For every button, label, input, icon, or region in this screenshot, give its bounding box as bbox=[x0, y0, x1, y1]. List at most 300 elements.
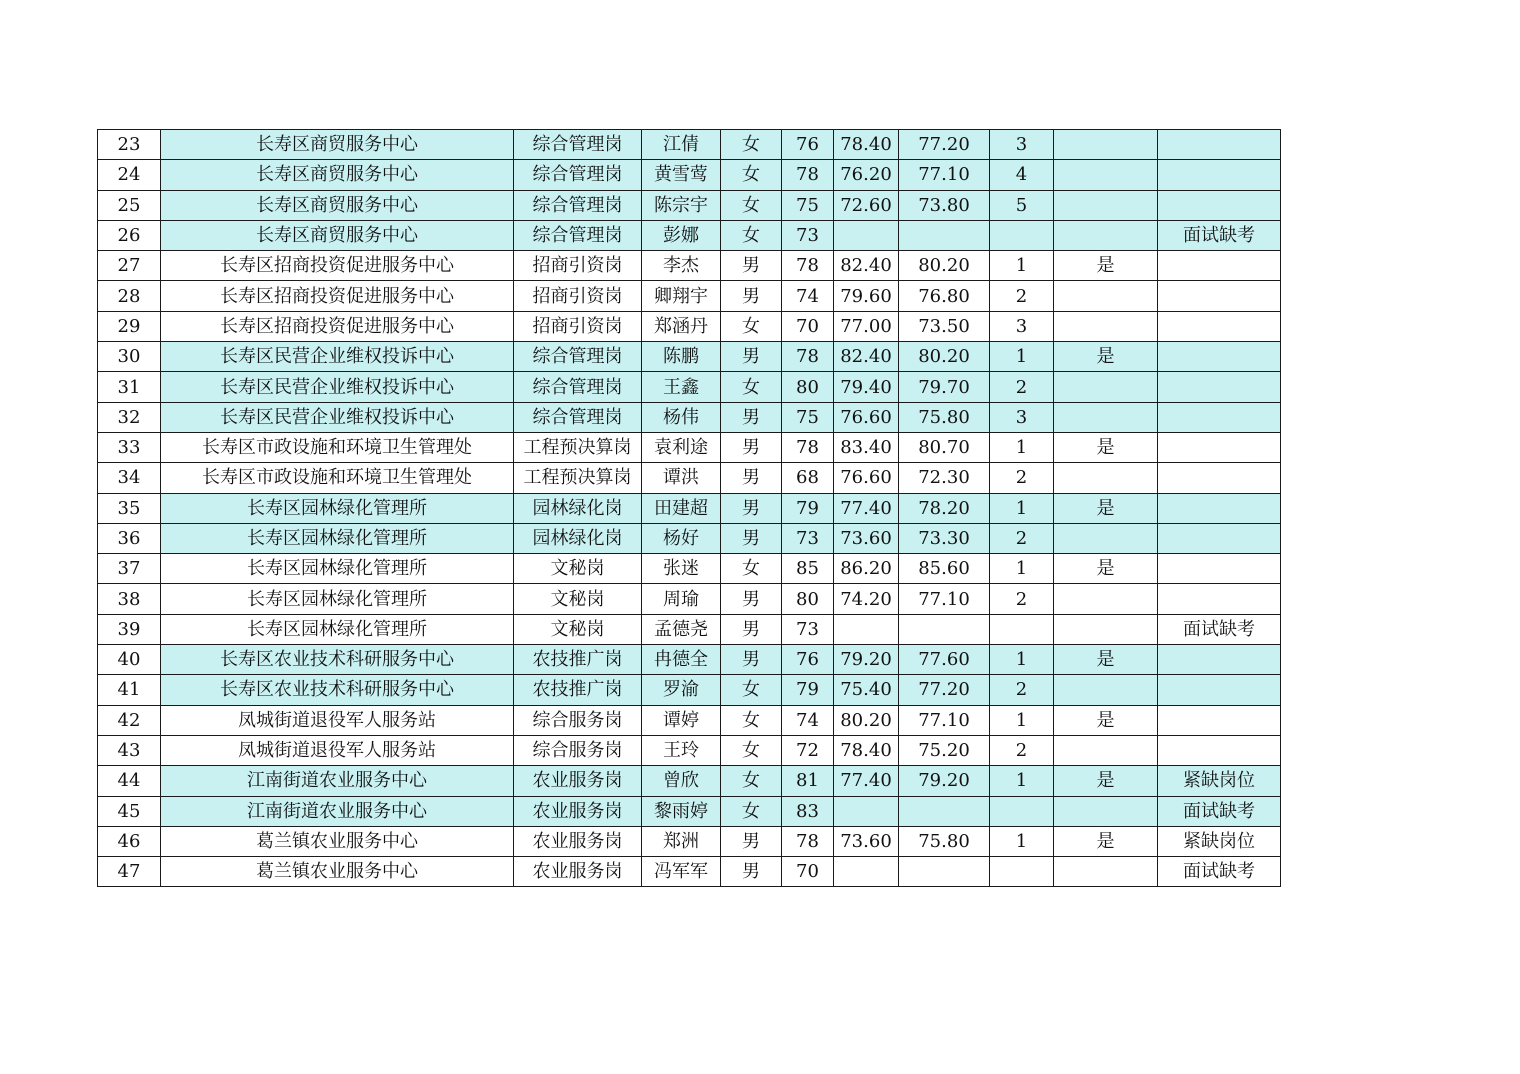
hired-flag bbox=[1054, 190, 1158, 220]
gender: 女 bbox=[721, 160, 782, 190]
gender: 男 bbox=[721, 857, 782, 887]
unit-name: 长寿区商贸服务中心 bbox=[161, 190, 514, 220]
hired-flag bbox=[1054, 735, 1158, 765]
gender: 女 bbox=[721, 705, 782, 735]
gender: 男 bbox=[721, 281, 782, 311]
hired-flag: 是 bbox=[1054, 432, 1158, 462]
hired-flag bbox=[1054, 523, 1158, 553]
post-name: 综合管理岗 bbox=[514, 220, 642, 250]
total-score: 79.70 bbox=[899, 372, 990, 402]
unit-name: 长寿区招商投资促进服务中心 bbox=[161, 251, 514, 281]
written-score: 70 bbox=[782, 311, 834, 341]
interview-score: 79.20 bbox=[834, 645, 899, 675]
interview-score: 82.40 bbox=[834, 342, 899, 372]
total-score: 80.20 bbox=[899, 251, 990, 281]
rank bbox=[990, 220, 1054, 250]
hired-flag bbox=[1054, 220, 1158, 250]
total-score bbox=[899, 220, 990, 250]
candidate-name: 黎雨婷 bbox=[642, 796, 721, 826]
remark: 面试缺考 bbox=[1158, 857, 1281, 887]
table-row bbox=[98, 251, 1281, 281]
total-score: 77.60 bbox=[899, 645, 990, 675]
written-score: 74 bbox=[782, 705, 834, 735]
total-score: 79.20 bbox=[899, 766, 990, 796]
written-score: 79 bbox=[782, 493, 834, 523]
written-score: 78 bbox=[782, 432, 834, 462]
remark bbox=[1158, 463, 1281, 493]
hired-flag bbox=[1054, 402, 1158, 432]
hired-flag: 是 bbox=[1054, 826, 1158, 856]
post-name: 综合服务岗 bbox=[514, 735, 642, 765]
row-number: 31 bbox=[98, 372, 161, 402]
candidate-name: 陈鹏 bbox=[642, 342, 721, 372]
written-score: 85 bbox=[782, 554, 834, 584]
unit-name: 长寿区商贸服务中心 bbox=[161, 130, 514, 160]
table-row bbox=[98, 766, 1281, 796]
written-score: 78 bbox=[782, 160, 834, 190]
row-number: 35 bbox=[98, 493, 161, 523]
remark bbox=[1158, 342, 1281, 372]
rank: 2 bbox=[990, 523, 1054, 553]
table-row bbox=[98, 584, 1281, 614]
written-score: 80 bbox=[782, 372, 834, 402]
table-row bbox=[98, 160, 1281, 190]
written-score: 78 bbox=[782, 342, 834, 372]
gender: 女 bbox=[721, 796, 782, 826]
post-name: 综合服务岗 bbox=[514, 705, 642, 735]
post-name: 文秘岗 bbox=[514, 554, 642, 584]
hired-flag: 是 bbox=[1054, 342, 1158, 372]
table-row bbox=[98, 796, 1281, 826]
remark: 面试缺考 bbox=[1158, 220, 1281, 250]
interview-score bbox=[834, 220, 899, 250]
interview-score: 78.40 bbox=[834, 735, 899, 765]
written-score: 78 bbox=[782, 826, 834, 856]
rank: 1 bbox=[990, 554, 1054, 584]
candidate-name: 郑涵丹 bbox=[642, 311, 721, 341]
interview-score bbox=[834, 857, 899, 887]
total-score: 76.80 bbox=[899, 281, 990, 311]
rank: 5 bbox=[990, 190, 1054, 220]
gender: 女 bbox=[721, 220, 782, 250]
unit-name: 葛兰镇农业服务中心 bbox=[161, 826, 514, 856]
post-name: 工程预决算岗 bbox=[514, 432, 642, 462]
remark bbox=[1158, 735, 1281, 765]
written-score: 68 bbox=[782, 463, 834, 493]
row-number: 25 bbox=[98, 190, 161, 220]
post-name: 招商引资岗 bbox=[514, 251, 642, 281]
interview-score: 86.20 bbox=[834, 554, 899, 584]
table-row bbox=[98, 402, 1281, 432]
gender: 女 bbox=[721, 372, 782, 402]
table-row bbox=[98, 857, 1281, 887]
interview-score: 73.60 bbox=[834, 826, 899, 856]
row-number: 40 bbox=[98, 645, 161, 675]
post-name: 综合管理岗 bbox=[514, 190, 642, 220]
table-row bbox=[98, 342, 1281, 372]
rank: 2 bbox=[990, 281, 1054, 311]
unit-name: 长寿区园林绿化管理所 bbox=[161, 554, 514, 584]
unit-name: 长寿区市政设施和环境卫生管理处 bbox=[161, 432, 514, 462]
interview-score: 76.60 bbox=[834, 402, 899, 432]
total-score bbox=[899, 857, 990, 887]
post-name: 文秘岗 bbox=[514, 584, 642, 614]
rank bbox=[990, 614, 1054, 644]
candidate-name: 江倩 bbox=[642, 130, 721, 160]
gender: 女 bbox=[721, 735, 782, 765]
remark bbox=[1158, 311, 1281, 341]
gender: 女 bbox=[721, 766, 782, 796]
post-name: 综合管理岗 bbox=[514, 402, 642, 432]
rank: 1 bbox=[990, 432, 1054, 462]
gender: 男 bbox=[721, 584, 782, 614]
written-score: 72 bbox=[782, 735, 834, 765]
table-body bbox=[98, 130, 1281, 887]
remark: 面试缺考 bbox=[1158, 796, 1281, 826]
post-name: 综合管理岗 bbox=[514, 372, 642, 402]
total-score bbox=[899, 614, 990, 644]
rank: 3 bbox=[990, 402, 1054, 432]
post-name: 招商引资岗 bbox=[514, 281, 642, 311]
row-number: 41 bbox=[98, 675, 161, 705]
row-number: 36 bbox=[98, 523, 161, 553]
total-score bbox=[899, 796, 990, 826]
hired-flag bbox=[1054, 281, 1158, 311]
interview-score: 79.60 bbox=[834, 281, 899, 311]
rank: 2 bbox=[990, 735, 1054, 765]
interview-score: 72.60 bbox=[834, 190, 899, 220]
remark bbox=[1158, 645, 1281, 675]
remark: 紧缺岗位 bbox=[1158, 826, 1281, 856]
candidate-name: 冉德全 bbox=[642, 645, 721, 675]
hired-flag bbox=[1054, 372, 1158, 402]
hired-flag bbox=[1054, 311, 1158, 341]
candidate-name: 郑洲 bbox=[642, 826, 721, 856]
gender: 男 bbox=[721, 645, 782, 675]
candidate-name: 陈宗宇 bbox=[642, 190, 721, 220]
table-row bbox=[98, 705, 1281, 735]
remark bbox=[1158, 584, 1281, 614]
unit-name: 长寿区招商投资促进服务中心 bbox=[161, 281, 514, 311]
unit-name: 长寿区民营企业维权投诉中心 bbox=[161, 342, 514, 372]
interview-score: 79.40 bbox=[834, 372, 899, 402]
rank: 2 bbox=[990, 675, 1054, 705]
total-score: 80.70 bbox=[899, 432, 990, 462]
remark bbox=[1158, 372, 1281, 402]
candidate-name: 周瑜 bbox=[642, 584, 721, 614]
unit-name: 长寿区商贸服务中心 bbox=[161, 220, 514, 250]
remark bbox=[1158, 402, 1281, 432]
unit-name: 长寿区民营企业维权投诉中心 bbox=[161, 402, 514, 432]
unit-name: 葛兰镇农业服务中心 bbox=[161, 857, 514, 887]
remark bbox=[1158, 160, 1281, 190]
interview-score: 83.40 bbox=[834, 432, 899, 462]
row-number: 44 bbox=[98, 766, 161, 796]
unit-name: 长寿区农业技术科研服务中心 bbox=[161, 675, 514, 705]
row-number: 27 bbox=[98, 251, 161, 281]
table-row bbox=[98, 554, 1281, 584]
candidate-name: 曾欣 bbox=[642, 766, 721, 796]
gender: 男 bbox=[721, 432, 782, 462]
remark bbox=[1158, 130, 1281, 160]
rank: 1 bbox=[990, 251, 1054, 281]
written-score: 81 bbox=[782, 766, 834, 796]
row-number: 24 bbox=[98, 160, 161, 190]
row-number: 39 bbox=[98, 614, 161, 644]
rank: 3 bbox=[990, 311, 1054, 341]
hired-flag: 是 bbox=[1054, 645, 1158, 675]
unit-name: 长寿区民营企业维权投诉中心 bbox=[161, 372, 514, 402]
rank: 1 bbox=[990, 826, 1054, 856]
unit-name: 长寿区招商投资促进服务中心 bbox=[161, 311, 514, 341]
gender: 男 bbox=[721, 614, 782, 644]
row-number: 42 bbox=[98, 705, 161, 735]
candidate-name: 王玲 bbox=[642, 735, 721, 765]
unit-name: 长寿区园林绿化管理所 bbox=[161, 493, 514, 523]
table-row bbox=[98, 281, 1281, 311]
unit-name: 江南街道农业服务中心 bbox=[161, 766, 514, 796]
row-number: 43 bbox=[98, 735, 161, 765]
post-name: 综合管理岗 bbox=[514, 342, 642, 372]
row-number: 46 bbox=[98, 826, 161, 856]
post-name: 文秘岗 bbox=[514, 614, 642, 644]
post-name: 农业服务岗 bbox=[514, 796, 642, 826]
hired-flag: 是 bbox=[1054, 705, 1158, 735]
candidate-name: 杨好 bbox=[642, 523, 721, 553]
candidate-name: 李杰 bbox=[642, 251, 721, 281]
written-score: 75 bbox=[782, 402, 834, 432]
interview-score: 80.20 bbox=[834, 705, 899, 735]
candidate-name: 彭娜 bbox=[642, 220, 721, 250]
total-score: 73.80 bbox=[899, 190, 990, 220]
rank: 2 bbox=[990, 463, 1054, 493]
rank: 1 bbox=[990, 705, 1054, 735]
total-score: 77.10 bbox=[899, 705, 990, 735]
hired-flag bbox=[1054, 857, 1158, 887]
table-row bbox=[98, 735, 1281, 765]
unit-name: 长寿区园林绿化管理所 bbox=[161, 614, 514, 644]
hired-flag bbox=[1054, 160, 1158, 190]
gender: 女 bbox=[721, 554, 782, 584]
written-score: 76 bbox=[782, 645, 834, 675]
unit-name: 长寿区市政设施和环境卫生管理处 bbox=[161, 463, 514, 493]
table-row bbox=[98, 311, 1281, 341]
table-row bbox=[98, 463, 1281, 493]
interview-score bbox=[834, 796, 899, 826]
candidate-name: 张迷 bbox=[642, 554, 721, 584]
gender: 男 bbox=[721, 402, 782, 432]
row-number: 37 bbox=[98, 554, 161, 584]
remark bbox=[1158, 190, 1281, 220]
row-number: 47 bbox=[98, 857, 161, 887]
remark bbox=[1158, 523, 1281, 553]
remark bbox=[1158, 705, 1281, 735]
results-table bbox=[97, 129, 1281, 887]
rank: 3 bbox=[990, 130, 1054, 160]
table-row bbox=[98, 675, 1281, 705]
written-score: 78 bbox=[782, 251, 834, 281]
candidate-name: 冯军军 bbox=[642, 857, 721, 887]
gender: 男 bbox=[721, 251, 782, 281]
row-number: 38 bbox=[98, 584, 161, 614]
interview-score: 74.20 bbox=[834, 584, 899, 614]
remark bbox=[1158, 251, 1281, 281]
candidate-name: 黄雪莺 bbox=[642, 160, 721, 190]
written-score: 73 bbox=[782, 614, 834, 644]
remark: 面试缺考 bbox=[1158, 614, 1281, 644]
total-score: 80.20 bbox=[899, 342, 990, 372]
row-number: 26 bbox=[98, 220, 161, 250]
interview-score: 76.60 bbox=[834, 463, 899, 493]
post-name: 农技推广岗 bbox=[514, 675, 642, 705]
rank: 1 bbox=[990, 493, 1054, 523]
gender: 男 bbox=[721, 493, 782, 523]
row-number: 45 bbox=[98, 796, 161, 826]
remark bbox=[1158, 493, 1281, 523]
post-name: 工程预决算岗 bbox=[514, 463, 642, 493]
table-row bbox=[98, 372, 1281, 402]
interview-score: 82.40 bbox=[834, 251, 899, 281]
candidate-name: 孟德尧 bbox=[642, 614, 721, 644]
gender: 男 bbox=[721, 826, 782, 856]
total-score: 77.20 bbox=[899, 130, 990, 160]
written-score: 80 bbox=[782, 584, 834, 614]
hired-flag bbox=[1054, 130, 1158, 160]
candidate-name: 王鑫 bbox=[642, 372, 721, 402]
row-number: 29 bbox=[98, 311, 161, 341]
unit-name: 长寿区农业技术科研服务中心 bbox=[161, 645, 514, 675]
row-number: 32 bbox=[98, 402, 161, 432]
rank bbox=[990, 796, 1054, 826]
candidate-name: 杨伟 bbox=[642, 402, 721, 432]
candidate-name: 田建超 bbox=[642, 493, 721, 523]
unit-name: 江南街道农业服务中心 bbox=[161, 796, 514, 826]
interview-score: 78.40 bbox=[834, 130, 899, 160]
written-score: 79 bbox=[782, 675, 834, 705]
table-row bbox=[98, 493, 1281, 523]
interview-score: 76.20 bbox=[834, 160, 899, 190]
post-name: 园林绿化岗 bbox=[514, 493, 642, 523]
remark bbox=[1158, 281, 1281, 311]
hired-flag: 是 bbox=[1054, 766, 1158, 796]
unit-name: 长寿区商贸服务中心 bbox=[161, 160, 514, 190]
row-number: 28 bbox=[98, 281, 161, 311]
total-score: 73.30 bbox=[899, 523, 990, 553]
rank: 1 bbox=[990, 645, 1054, 675]
written-score: 74 bbox=[782, 281, 834, 311]
hired-flag bbox=[1054, 796, 1158, 826]
total-score: 78.20 bbox=[899, 493, 990, 523]
rank: 2 bbox=[990, 584, 1054, 614]
interview-score: 73.60 bbox=[834, 523, 899, 553]
candidate-name: 谭婷 bbox=[642, 705, 721, 735]
unit-name: 凤城街道退役军人服务站 bbox=[161, 735, 514, 765]
written-score: 73 bbox=[782, 523, 834, 553]
total-score: 75.20 bbox=[899, 735, 990, 765]
rank bbox=[990, 857, 1054, 887]
unit-name: 凤城街道退役军人服务站 bbox=[161, 705, 514, 735]
table-row bbox=[98, 190, 1281, 220]
candidate-name: 谭洪 bbox=[642, 463, 721, 493]
hired-flag bbox=[1054, 614, 1158, 644]
hired-flag: 是 bbox=[1054, 493, 1158, 523]
interview-score: 75.40 bbox=[834, 675, 899, 705]
unit-name: 长寿区园林绿化管理所 bbox=[161, 584, 514, 614]
written-score: 76 bbox=[782, 130, 834, 160]
gender: 女 bbox=[721, 190, 782, 220]
hired-flag: 是 bbox=[1054, 554, 1158, 584]
written-score: 70 bbox=[782, 857, 834, 887]
row-number: 33 bbox=[98, 432, 161, 462]
post-name: 招商引资岗 bbox=[514, 311, 642, 341]
rank: 2 bbox=[990, 372, 1054, 402]
candidate-name: 罗渝 bbox=[642, 675, 721, 705]
total-score: 85.60 bbox=[899, 554, 990, 584]
table-row bbox=[98, 523, 1281, 553]
gender: 女 bbox=[721, 130, 782, 160]
candidate-name: 袁利途 bbox=[642, 432, 721, 462]
post-name: 园林绿化岗 bbox=[514, 523, 642, 553]
table-row bbox=[98, 826, 1281, 856]
row-number: 34 bbox=[98, 463, 161, 493]
table-row bbox=[98, 220, 1281, 250]
interview-score: 77.00 bbox=[834, 311, 899, 341]
post-name: 农业服务岗 bbox=[514, 857, 642, 887]
hired-flag: 是 bbox=[1054, 251, 1158, 281]
hired-flag bbox=[1054, 675, 1158, 705]
hired-flag bbox=[1054, 584, 1158, 614]
gender: 女 bbox=[721, 675, 782, 705]
table-row bbox=[98, 130, 1281, 160]
gender: 男 bbox=[721, 523, 782, 553]
gender: 男 bbox=[721, 463, 782, 493]
remark bbox=[1158, 554, 1281, 584]
total-score: 77.10 bbox=[899, 160, 990, 190]
post-name: 农业服务岗 bbox=[514, 766, 642, 796]
rank: 4 bbox=[990, 160, 1054, 190]
hired-flag bbox=[1054, 463, 1158, 493]
total-score: 75.80 bbox=[899, 826, 990, 856]
rank: 1 bbox=[990, 342, 1054, 372]
written-score: 73 bbox=[782, 220, 834, 250]
interview-score bbox=[834, 614, 899, 644]
post-name: 综合管理岗 bbox=[514, 130, 642, 160]
table-row bbox=[98, 645, 1281, 675]
remark bbox=[1158, 675, 1281, 705]
unit-name: 长寿区园林绿化管理所 bbox=[161, 523, 514, 553]
table-row bbox=[98, 614, 1281, 644]
post-name: 综合管理岗 bbox=[514, 160, 642, 190]
written-score: 83 bbox=[782, 796, 834, 826]
total-score: 73.50 bbox=[899, 311, 990, 341]
interview-score: 77.40 bbox=[834, 766, 899, 796]
total-score: 77.20 bbox=[899, 675, 990, 705]
total-score: 77.10 bbox=[899, 584, 990, 614]
post-name: 农技推广岗 bbox=[514, 645, 642, 675]
rank: 1 bbox=[990, 766, 1054, 796]
candidate-name: 卿翔宇 bbox=[642, 281, 721, 311]
post-name: 农业服务岗 bbox=[514, 826, 642, 856]
table-row bbox=[98, 432, 1281, 462]
written-score: 75 bbox=[782, 190, 834, 220]
row-number: 30 bbox=[98, 342, 161, 372]
interview-score: 77.40 bbox=[834, 493, 899, 523]
total-score: 72.30 bbox=[899, 463, 990, 493]
total-score: 75.80 bbox=[899, 402, 990, 432]
remark: 紧缺岗位 bbox=[1158, 766, 1281, 796]
remark bbox=[1158, 432, 1281, 462]
gender: 男 bbox=[721, 342, 782, 372]
